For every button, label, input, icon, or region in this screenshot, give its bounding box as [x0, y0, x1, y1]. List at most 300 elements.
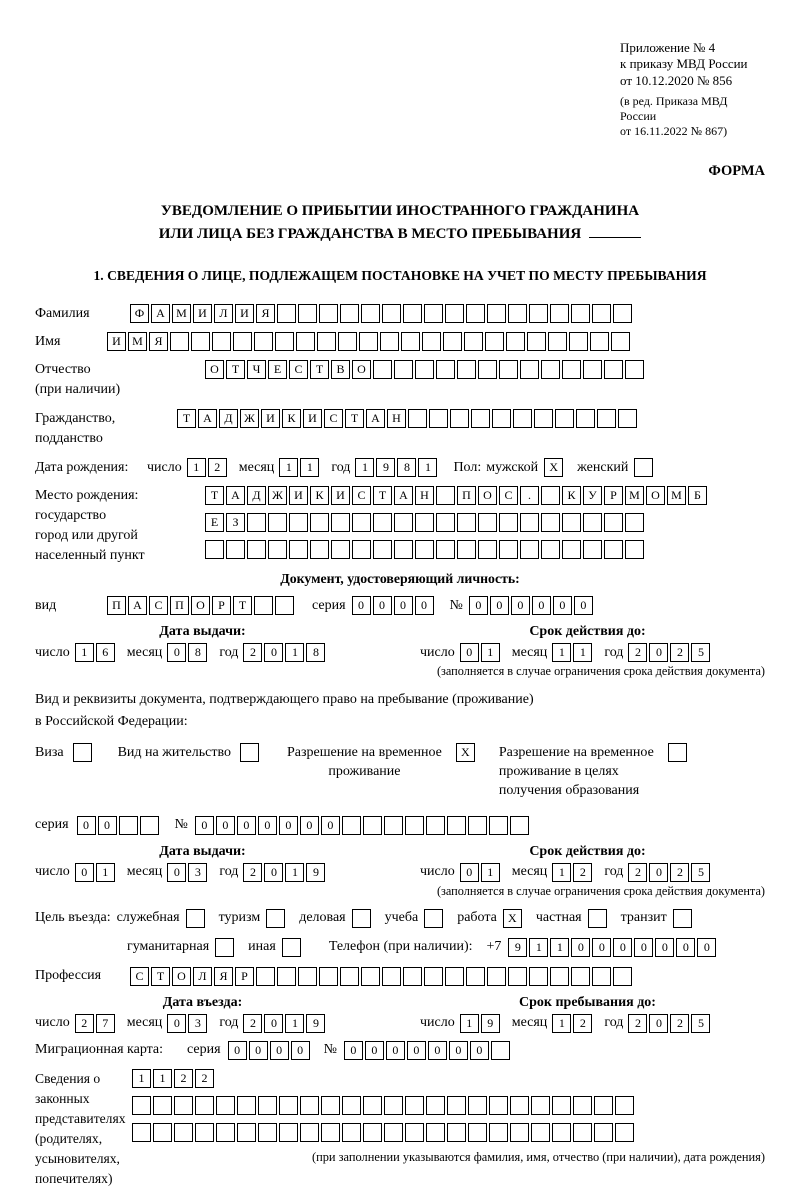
form-cell[interactable]: 2 [670, 1014, 689, 1033]
form-cell[interactable]: 0 [649, 863, 668, 882]
form-cell[interactable]: К [282, 409, 301, 428]
form-cell[interactable]: 0 [237, 816, 256, 835]
form-cell[interactable]: 8 [306, 643, 325, 662]
purpose-tourism-checkbox[interactable] [266, 909, 287, 928]
form-cell[interactable] [319, 967, 338, 986]
form-cell[interactable]: 0 [373, 596, 392, 615]
form-cell[interactable] [132, 1096, 151, 1115]
form-cell[interactable]: 2 [573, 863, 592, 882]
form-cell[interactable] [73, 743, 92, 762]
form-cell[interactable] [457, 513, 476, 532]
form-cell[interactable] [541, 513, 560, 532]
form-cell[interactable]: 2 [243, 1014, 262, 1033]
birth-place-row2-cells[interactable] [205, 513, 709, 532]
form-cell[interactable] [254, 332, 273, 351]
doc-number-cells[interactable] [469, 596, 595, 615]
form-cell[interactable] [583, 360, 602, 379]
form-cell[interactable]: X [544, 458, 563, 477]
form-cell[interactable] [552, 1096, 571, 1115]
form-cell[interactable] [380, 332, 399, 351]
form-cell[interactable]: Н [387, 409, 406, 428]
form-cell[interactable] [140, 816, 159, 835]
form-cell[interactable]: 0 [449, 1041, 468, 1060]
form-cell[interactable]: 0 [592, 938, 611, 957]
form-cell[interactable] [394, 540, 413, 559]
form-cell[interactable] [205, 540, 224, 559]
form-cell[interactable] [403, 967, 422, 986]
form-cell[interactable] [277, 304, 296, 323]
entry-year-cells[interactable] [243, 1014, 327, 1033]
doc-series-cells[interactable] [352, 596, 436, 615]
form-cell[interactable] [216, 1123, 235, 1142]
form-cell[interactable] [247, 540, 266, 559]
form-cell[interactable] [489, 1096, 508, 1115]
mc-number-cells[interactable] [344, 1041, 512, 1060]
form-cell[interactable] [384, 1123, 403, 1142]
form-cell[interactable] [153, 1123, 172, 1142]
entry-month-cells[interactable] [167, 1014, 209, 1033]
form-cell[interactable]: 2 [243, 863, 262, 882]
form-cell[interactable] [464, 332, 483, 351]
stay-year-cells[interactable] [628, 1014, 712, 1033]
form-cell[interactable]: 0 [460, 863, 479, 882]
purpose-other-checkbox[interactable] [282, 938, 303, 957]
form-cell[interactable]: X [456, 743, 475, 762]
form-cell[interactable]: 0 [167, 643, 186, 662]
form-cell[interactable] [268, 540, 287, 559]
form-cell[interactable] [256, 967, 275, 986]
form-cell[interactable] [534, 409, 553, 428]
form-cell[interactable] [492, 409, 511, 428]
form-cell[interactable] [583, 540, 602, 559]
form-cell[interactable] [254, 596, 273, 615]
form-cell[interactable] [499, 540, 518, 559]
form-cell[interactable] [457, 360, 476, 379]
form-cell[interactable]: 8 [188, 643, 207, 662]
residence-number-cells[interactable] [195, 816, 531, 835]
form-cell[interactable]: 0 [470, 1041, 489, 1060]
identity-valid-year-cells[interactable] [628, 643, 712, 662]
form-cell[interactable]: В [331, 360, 350, 379]
form-cell[interactable]: 0 [655, 938, 674, 957]
birth-month-cells[interactable] [279, 458, 321, 477]
form-cell[interactable] [408, 409, 427, 428]
form-cell[interactable] [384, 816, 403, 835]
form-cell[interactable] [215, 938, 234, 957]
citizenship-cells[interactable] [177, 409, 639, 428]
form-cell[interactable] [429, 409, 448, 428]
form-cell[interactable]: 2 [75, 1014, 94, 1033]
identity-issue-month-cells[interactable] [167, 643, 209, 662]
edu-permit-checkbox[interactable] [668, 743, 689, 762]
form-cell[interactable]: 0 [407, 1041, 426, 1060]
residence-valid-year-cells[interactable] [628, 863, 712, 882]
form-cell[interactable] [510, 1096, 529, 1115]
form-cell[interactable] [457, 540, 476, 559]
form-cell[interactable]: 2 [670, 643, 689, 662]
form-cell[interactable] [310, 513, 329, 532]
form-cell[interactable] [338, 332, 357, 351]
form-cell[interactable] [489, 1123, 508, 1142]
representatives-row2-cells[interactable] [132, 1096, 765, 1115]
form-cell[interactable]: Р [604, 486, 623, 505]
birth-year-cells[interactable] [355, 458, 439, 477]
form-cell[interactable]: И [107, 332, 126, 351]
form-cell[interactable] [401, 332, 420, 351]
form-cell[interactable] [233, 332, 252, 351]
form-cell[interactable] [258, 1123, 277, 1142]
form-cell[interactable] [552, 1123, 571, 1142]
form-cell[interactable] [384, 1096, 403, 1115]
form-cell[interactable]: 1 [132, 1069, 151, 1088]
form-cell[interactable]: 0 [649, 643, 668, 662]
residence-issue-day-cells[interactable] [75, 863, 117, 882]
form-cell[interactable] [478, 360, 497, 379]
form-cell[interactable] [673, 909, 692, 928]
identity-valid-day-cells[interactable] [460, 643, 502, 662]
form-cell[interactable]: 5 [691, 643, 710, 662]
form-cell[interactable]: Т [151, 967, 170, 986]
form-cell[interactable] [405, 1123, 424, 1142]
form-cell[interactable]: 0 [469, 596, 488, 615]
residence-valid-month-cells[interactable] [552, 863, 594, 882]
form-cell[interactable] [394, 513, 413, 532]
form-cell[interactable]: 0 [634, 938, 653, 957]
form-cell[interactable] [520, 360, 539, 379]
form-cell[interactable]: 9 [306, 863, 325, 882]
purpose-humanitarian-checkbox[interactable] [215, 938, 236, 957]
form-cell[interactable]: О [646, 486, 665, 505]
form-cell[interactable]: О [172, 967, 191, 986]
form-cell[interactable] [634, 458, 653, 477]
form-cell[interactable]: 0 [394, 596, 413, 615]
form-cell[interactable]: 2 [195, 1069, 214, 1088]
form-cell[interactable] [426, 1096, 445, 1115]
form-cell[interactable]: 1 [552, 643, 571, 662]
form-cell[interactable]: О [191, 596, 210, 615]
form-cell[interactable]: О [205, 360, 224, 379]
form-cell[interactable] [592, 967, 611, 986]
form-cell[interactable] [468, 816, 487, 835]
form-cell[interactable]: 1 [300, 458, 319, 477]
purpose-business-checkbox[interactable] [352, 909, 373, 928]
form-cell[interactable] [513, 409, 532, 428]
purpose-private-checkbox[interactable] [588, 909, 609, 928]
phone-cells[interactable] [508, 938, 718, 957]
form-cell[interactable] [443, 332, 462, 351]
form-cell[interactable] [382, 967, 401, 986]
birth-place-row1-cells[interactable] [205, 486, 709, 505]
form-cell[interactable] [405, 816, 424, 835]
residence-issue-year-cells[interactable] [243, 863, 327, 882]
form-cell[interactable]: 0 [321, 816, 340, 835]
form-cell[interactable] [321, 1096, 340, 1115]
form-cell[interactable]: И [289, 486, 308, 505]
form-cell[interactable] [300, 1096, 319, 1115]
form-cell[interactable]: М [667, 486, 686, 505]
form-cell[interactable]: П [170, 596, 189, 615]
form-cell[interactable]: 1 [481, 863, 500, 882]
form-cell[interactable] [447, 816, 466, 835]
form-cell[interactable] [195, 1123, 214, 1142]
form-cell[interactable] [487, 967, 506, 986]
form-cell[interactable] [373, 360, 392, 379]
form-cell[interactable]: 2 [174, 1069, 193, 1088]
form-cell[interactable] [424, 909, 443, 928]
form-cell[interactable]: Л [193, 967, 212, 986]
form-cell[interactable] [298, 967, 317, 986]
form-cell[interactable] [415, 360, 434, 379]
form-cell[interactable] [569, 332, 588, 351]
patronymic-cells[interactable] [205, 360, 646, 379]
form-cell[interactable]: Д [247, 486, 266, 505]
form-cell[interactable]: 0 [249, 1041, 268, 1060]
form-cell[interactable] [247, 513, 266, 532]
form-cell[interactable]: М [172, 304, 191, 323]
form-cell[interactable] [342, 816, 361, 835]
form-cell[interactable]: П [107, 596, 126, 615]
form-cell[interactable]: 9 [481, 1014, 500, 1033]
residence-series-cells[interactable] [77, 816, 161, 835]
form-cell[interactable]: 0 [676, 938, 695, 957]
form-cell[interactable]: 5 [691, 1014, 710, 1033]
form-cell[interactable]: 1 [96, 863, 115, 882]
form-cell[interactable] [531, 1123, 550, 1142]
form-cell[interactable]: 1 [529, 938, 548, 957]
form-cell[interactable] [478, 513, 497, 532]
temp-permit-checkbox[interactable] [456, 743, 477, 762]
form-cell[interactable]: 1 [285, 643, 304, 662]
form-cell[interactable]: 2 [628, 643, 647, 662]
purpose-work-checkbox[interactable] [503, 909, 524, 928]
form-cell[interactable]: 0 [365, 1041, 384, 1060]
form-cell[interactable] [625, 360, 644, 379]
birth-day-cells[interactable] [187, 458, 229, 477]
form-cell[interactable] [499, 360, 518, 379]
form-cell[interactable] [615, 1096, 634, 1115]
form-cell[interactable] [447, 1096, 466, 1115]
form-cell[interactable] [625, 540, 644, 559]
form-cell[interactable] [436, 513, 455, 532]
form-cell[interactable]: 7 [96, 1014, 115, 1033]
form-cell[interactable] [119, 816, 138, 835]
form-cell[interactable] [485, 332, 504, 351]
form-cell[interactable]: 0 [532, 596, 551, 615]
form-cell[interactable]: Д [219, 409, 238, 428]
purpose-study-checkbox[interactable] [424, 909, 445, 928]
form-cell[interactable]: Р [235, 967, 254, 986]
form-cell[interactable] [588, 909, 607, 928]
form-cell[interactable]: Р [212, 596, 231, 615]
form-cell[interactable]: 1 [552, 1014, 571, 1033]
female-checkbox[interactable] [634, 458, 655, 477]
form-cell[interactable]: О [352, 360, 371, 379]
form-cell[interactable] [415, 513, 434, 532]
form-cell[interactable] [489, 816, 508, 835]
form-cell[interactable] [550, 304, 569, 323]
identity-issue-year-cells[interactable] [243, 643, 327, 662]
form-cell[interactable] [153, 1096, 172, 1115]
identity-valid-month-cells[interactable] [552, 643, 594, 662]
form-cell[interactable] [279, 1096, 298, 1115]
form-cell[interactable] [373, 513, 392, 532]
form-cell[interactable]: А [394, 486, 413, 505]
form-cell[interactable]: Б [688, 486, 707, 505]
form-cell[interactable]: Е [268, 360, 287, 379]
form-cell[interactable] [424, 967, 443, 986]
form-cell[interactable] [340, 967, 359, 986]
entry-day-cells[interactable] [75, 1014, 117, 1033]
form-cell[interactable] [436, 540, 455, 559]
representatives-row1-cells[interactable] [132, 1069, 765, 1088]
form-cell[interactable]: Я [214, 967, 233, 986]
form-cell[interactable]: Т [345, 409, 364, 428]
form-cell[interactable]: Я [256, 304, 275, 323]
form-cell[interactable]: 3 [188, 1014, 207, 1033]
form-cell[interactable] [352, 540, 371, 559]
form-cell[interactable] [331, 513, 350, 532]
form-cell[interactable] [550, 967, 569, 986]
form-cell[interactable]: 1 [481, 643, 500, 662]
form-cell[interactable]: 2 [208, 458, 227, 477]
form-cell[interactable]: 0 [460, 643, 479, 662]
form-cell[interactable]: 1 [153, 1069, 172, 1088]
form-cell[interactable] [541, 360, 560, 379]
profession-cells[interactable] [130, 967, 634, 986]
form-cell[interactable] [195, 1096, 214, 1115]
form-cell[interactable] [541, 486, 560, 505]
form-cell[interactable]: 1 [552, 863, 571, 882]
identity-issue-day-cells[interactable] [75, 643, 117, 662]
form-cell[interactable] [436, 486, 455, 505]
form-cell[interactable]: И [235, 304, 254, 323]
form-cell[interactable] [594, 1123, 613, 1142]
form-cell[interactable] [426, 1123, 445, 1142]
form-cell[interactable] [466, 967, 485, 986]
form-cell[interactable]: 0 [195, 816, 214, 835]
form-cell[interactable] [445, 304, 464, 323]
form-cell[interactable] [506, 332, 525, 351]
form-cell[interactable]: Т [233, 596, 252, 615]
form-cell[interactable] [426, 816, 445, 835]
form-cell[interactable] [613, 304, 632, 323]
form-cell[interactable] [548, 332, 567, 351]
form-cell[interactable]: 3 [188, 863, 207, 882]
form-cell[interactable]: 1 [460, 1014, 479, 1033]
form-cell[interactable] [613, 967, 632, 986]
form-cell[interactable]: И [261, 409, 280, 428]
form-cell[interactable] [373, 540, 392, 559]
form-cell[interactable]: А [198, 409, 217, 428]
form-cell[interactable] [590, 332, 609, 351]
form-cell[interactable] [319, 304, 338, 323]
form-cell[interactable]: С [324, 409, 343, 428]
form-cell[interactable] [321, 1123, 340, 1142]
form-cell[interactable]: Т [226, 360, 245, 379]
surname-cells[interactable] [130, 304, 634, 323]
form-cell[interactable] [583, 513, 602, 532]
form-cell[interactable]: 1 [550, 938, 569, 957]
visa-checkbox[interactable] [73, 743, 94, 762]
form-cell[interactable] [424, 304, 443, 323]
form-cell[interactable]: Т [177, 409, 196, 428]
form-cell[interactable]: 0 [649, 1014, 668, 1033]
form-cell[interactable] [212, 332, 231, 351]
form-cell[interactable] [478, 540, 497, 559]
form-cell[interactable]: Ж [240, 409, 259, 428]
form-cell[interactable] [466, 304, 485, 323]
form-cell[interactable]: 0 [264, 1014, 283, 1033]
form-cell[interactable]: Т [373, 486, 392, 505]
residence-permit-checkbox[interactable] [240, 743, 261, 762]
purpose-official-checkbox[interactable] [186, 909, 207, 928]
form-cell[interactable] [471, 409, 490, 428]
residence-issue-month-cells[interactable] [167, 863, 209, 882]
form-cell[interactable] [275, 596, 294, 615]
form-cell[interactable]: 8 [397, 458, 416, 477]
form-cell[interactable] [562, 513, 581, 532]
form-cell[interactable]: 0 [216, 816, 235, 835]
form-cell[interactable]: 0 [571, 938, 590, 957]
form-cell[interactable]: 6 [96, 643, 115, 662]
form-cell[interactable] [394, 360, 413, 379]
form-cell[interactable] [342, 1123, 361, 1142]
form-cell[interactable] [170, 332, 189, 351]
form-cell[interactable]: З [226, 513, 245, 532]
form-cell[interactable] [529, 967, 548, 986]
form-cell[interactable] [352, 909, 371, 928]
form-cell[interactable]: 1 [279, 458, 298, 477]
form-cell[interactable] [508, 304, 527, 323]
doc-type-cells[interactable] [107, 596, 296, 615]
form-cell[interactable] [625, 513, 644, 532]
form-cell[interactable] [445, 967, 464, 986]
form-cell[interactable] [592, 304, 611, 323]
form-cell[interactable] [340, 304, 359, 323]
form-cell[interactable]: 2 [243, 643, 262, 662]
form-cell[interactable]: 0 [264, 863, 283, 882]
form-cell[interactable] [615, 1123, 634, 1142]
form-cell[interactable] [529, 304, 548, 323]
form-cell[interactable]: К [562, 486, 581, 505]
form-cell[interactable]: 0 [167, 1014, 186, 1033]
form-cell[interactable] [298, 304, 317, 323]
form-cell[interactable] [594, 1096, 613, 1115]
form-cell[interactable] [499, 513, 518, 532]
form-cell[interactable]: 0 [167, 863, 186, 882]
form-cell[interactable]: Е [205, 513, 224, 532]
form-cell[interactable]: X [503, 909, 522, 928]
form-cell[interactable]: А [128, 596, 147, 615]
form-cell[interactable]: 0 [279, 816, 298, 835]
form-cell[interactable]: А [366, 409, 385, 428]
representatives-row3-cells[interactable] [132, 1123, 765, 1142]
form-cell[interactable] [573, 1123, 592, 1142]
form-cell[interactable] [289, 513, 308, 532]
form-cell[interactable] [186, 909, 205, 928]
form-cell[interactable]: 9 [306, 1014, 325, 1033]
form-cell[interactable] [562, 360, 581, 379]
form-cell[interactable] [363, 1096, 382, 1115]
form-cell[interactable]: 0 [291, 1041, 310, 1060]
form-cell[interactable] [604, 513, 623, 532]
male-checkbox[interactable] [544, 458, 565, 477]
form-cell[interactable] [604, 540, 623, 559]
form-cell[interactable]: С [289, 360, 308, 379]
form-cell[interactable] [300, 1123, 319, 1142]
form-cell[interactable]: А [151, 304, 170, 323]
form-cell[interactable]: П [457, 486, 476, 505]
